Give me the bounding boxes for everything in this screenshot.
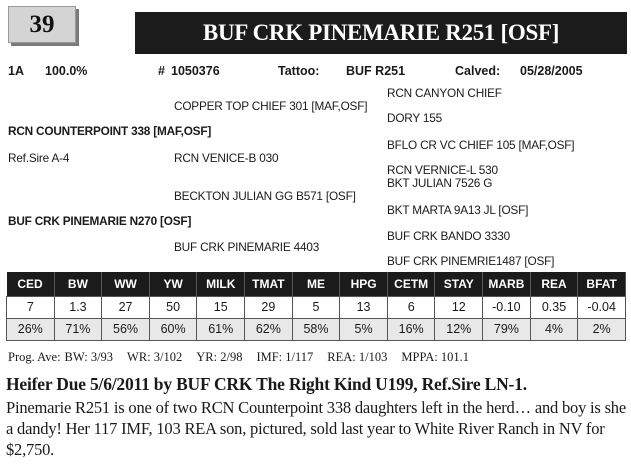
progeny-label: Prog. Ave: <box>8 350 61 364</box>
epd-header: BFAT <box>578 272 626 296</box>
reg-number: 1050376 <box>171 64 220 78</box>
epd-percentile: 61% <box>197 318 245 340</box>
epd-header: MILK <box>197 272 245 296</box>
epd-header: CED <box>7 272 55 296</box>
reg-label: # <box>158 64 165 78</box>
progeny-bw: BW: 3/93 <box>64 350 114 364</box>
epd-percentile: 4% <box>530 318 578 340</box>
epd-percentile-row <box>7 318 626 340</box>
epd-percentile: 16% <box>387 318 435 340</box>
tattoo-value: BUF R251 <box>346 64 406 78</box>
pedigree-dss: BKT JULIAN 7526 G <box>387 176 493 190</box>
calved-value: 05/28/2005 <box>520 64 583 78</box>
pedigree-ref-sire: Ref.Sire A-4 <box>8 151 70 165</box>
progeny-rea: REA: 1/103 <box>327 350 388 364</box>
epd-percentile: 58% <box>292 318 340 340</box>
heifer-due-line: Heifer Due 5/6/2011 by BUF CRK The Right Kind U199, Ref.Sire LN-1. <box>6 374 527 394</box>
percent: 100.0% <box>45 64 88 78</box>
epd-header-row <box>7 272 626 296</box>
pedigree-ddd: BUF CRK PINEMRIE1487 [OSF] <box>387 254 555 268</box>
epd-values-row <box>7 296 626 318</box>
pedigree-dsd: BKT MARTA 9A13 JL [OSF] <box>387 203 529 217</box>
calved-label: Calved: <box>455 64 501 78</box>
pedigree-sss: RCN CANYON CHIEF <box>387 86 502 100</box>
epd-percentile: 56% <box>102 318 150 340</box>
epd-value: 27 <box>102 296 150 318</box>
epd-value: 12 <box>435 296 483 318</box>
pedigree-dam: BUF CRK PINEMARIE N270 [OSF] <box>8 214 192 228</box>
epd-header: STAY <box>435 272 483 296</box>
epd-header: CETM <box>387 272 435 296</box>
epd-percentile: 79% <box>483 318 531 340</box>
progeny-mppa: MPPA: 101.1 <box>401 350 469 364</box>
pedigree-ssd: DORY 155 <box>387 111 443 125</box>
epd-header: YW <box>149 272 197 296</box>
epd-percentile: 12% <box>435 318 483 340</box>
epd-value: 50 <box>149 296 197 318</box>
epd-value: 0.35 <box>530 296 578 318</box>
epd-percentile: 60% <box>149 318 197 340</box>
epd-header: HPG <box>340 272 388 296</box>
epd-value: 13 <box>340 296 388 318</box>
progeny-average-line <box>8 350 628 365</box>
epd-percentile: 71% <box>54 318 102 340</box>
epd-percentile: 26% <box>7 318 55 340</box>
description-paragraph: Pinemarie R251 is one of two RCN Counterpoint 338 daughters left in the herd… and boy is she a dandy! Her 117 IMF, 103 REA son, pictured, sold last year to White River Ranch in NV for $2,750. <box>6 398 626 459</box>
pedigree-dam-dam: BUF CRK PINEMARIE 4403 <box>174 240 320 254</box>
epd-header: WW <box>102 272 150 296</box>
epd-header: ME <box>292 272 340 296</box>
epd-value: 6 <box>387 296 435 318</box>
progeny-imf: IMF: 1/117 <box>256 350 314 364</box>
tattoo-label: Tattoo: <box>278 64 320 78</box>
epd-value: -0.10 <box>483 296 531 318</box>
epd-value: -0.04 <box>578 296 626 318</box>
epd-header: BW <box>54 272 102 296</box>
grade: 1A <box>8 64 24 78</box>
pedigree-sire-dam: RCN VENICE-B 030 <box>174 151 279 165</box>
pedigree-sds: BFLO CR VC CHIEF 105 [MAF,OSF] <box>387 138 575 152</box>
epd-percentile: 2% <box>578 318 626 340</box>
animal-name-banner: BUF CRK PINEMARIE R251 [OSF] <box>135 12 627 54</box>
epd-header: MARB <box>483 272 531 296</box>
epd-percentile: 5% <box>340 318 388 340</box>
lot-number: 39 <box>8 6 76 43</box>
epd-header: REA <box>530 272 578 296</box>
pedigree-sdd: RCN VERNICE-L 530 <box>387 163 498 177</box>
epd-value: 29 <box>245 296 293 318</box>
progeny-wr: WR: 3/102 <box>127 350 183 364</box>
epd-percentile: 62% <box>245 318 293 340</box>
pedigree-dds: BUF CRK BANDO 3330 <box>387 229 510 243</box>
epd-value: 5 <box>292 296 340 318</box>
pedigree-sire-sire: COPPER TOP CHIEF 301 [MAF,OSF] <box>174 99 368 113</box>
epd-table <box>6 272 626 341</box>
epd-header: TMAT <box>245 272 293 296</box>
pedigree-dam-sire: BECKTON JULIAN GG B571 [OSF] <box>174 189 356 203</box>
pedigree-sire: RCN COUNTERPOINT 338 [MAF,OSF] <box>8 124 212 138</box>
epd-value: 7 <box>7 296 55 318</box>
epd-value: 1.3 <box>54 296 102 318</box>
progeny-yr: YR: 2/98 <box>196 350 243 364</box>
epd-value: 15 <box>197 296 245 318</box>
